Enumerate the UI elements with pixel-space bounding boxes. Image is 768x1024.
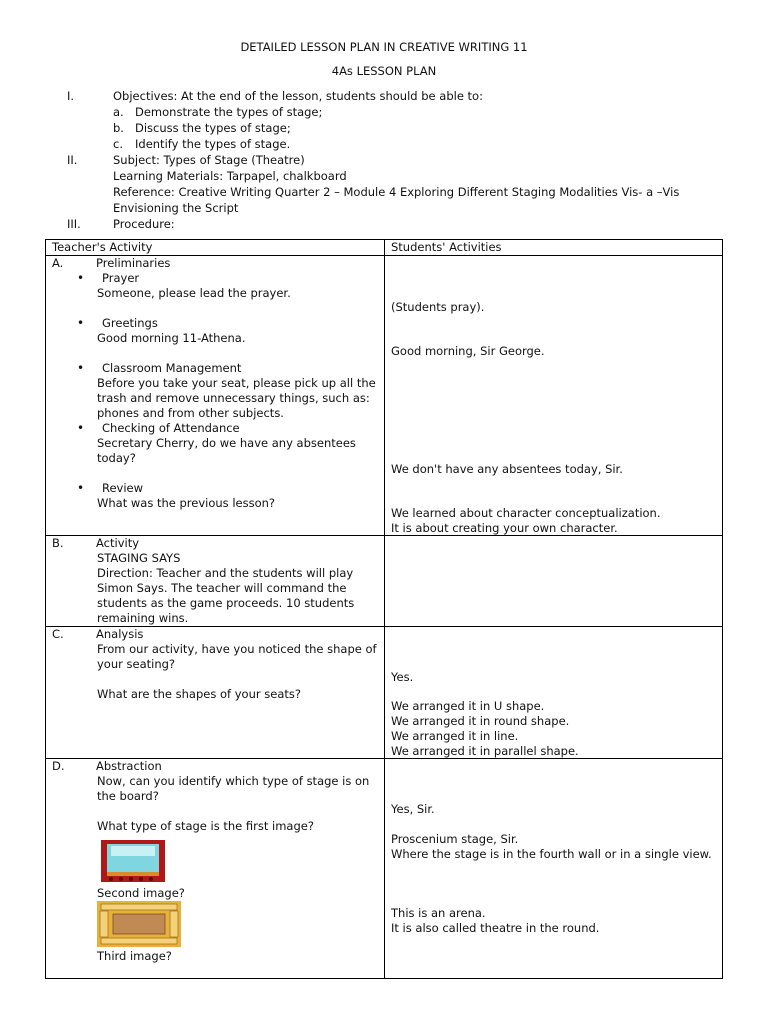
activities-table	[45, 239, 723, 979]
subject-text: Subject: Types of Stage (Theatre)	[113, 153, 305, 167]
document-subtitle: 4As LESSON PLAN	[331, 64, 437, 78]
student-response: We learned about character conceptualization.	[391, 506, 661, 520]
item-title: Prayer	[102, 271, 140, 285]
list-text: Discuss the types of stage;	[135, 121, 291, 135]
list-text: Identify the types of stage.	[135, 137, 291, 151]
teacher-line: What are the shapes of your seats?	[97, 687, 301, 701]
list-item	[113, 136, 727, 152]
student-response: It is about creating your own character.	[391, 521, 618, 535]
student-response: We arranged it in line.	[391, 729, 519, 743]
objectives-text: Objectives: At the end of the lesson, students should be able to:	[113, 89, 483, 103]
section-heading: Preliminaries	[96, 256, 171, 270]
teacher-line: students as the game proceeds. 10 students	[97, 596, 355, 610]
teacher-line: What type of stage is the first image?	[97, 819, 314, 833]
teacher-line: Third image?	[97, 949, 172, 963]
students-cell	[385, 627, 723, 759]
section-letter: C.	[52, 627, 64, 641]
bullet-icon: •	[77, 421, 85, 435]
outline-number: II.	[67, 153, 78, 167]
student-response: This is an arena.	[391, 906, 486, 920]
student-response: Yes.	[391, 670, 414, 684]
section-heading: Activity	[96, 536, 140, 550]
teacher-line: Secretary Cherry, do we have any absentees	[97, 436, 356, 450]
student-response: We arranged it in U shape.	[391, 699, 545, 713]
student-response: We don't have any absentees today, Sir.	[391, 462, 623, 476]
lesson-outline	[67, 88, 727, 232]
student-response: It is also called theatre in the round.	[391, 921, 600, 935]
reference-continuation: Envisioning the Script	[113, 201, 239, 215]
item-title: Review	[102, 481, 144, 495]
teacher-line: Someone, please lead the prayer.	[97, 286, 291, 300]
section-heading: Analysis	[96, 627, 144, 641]
table-row-analysis	[46, 627, 723, 759]
item-title: Checking of Attendance	[102, 421, 240, 435]
teacher-line: What was the previous lesson?	[97, 496, 276, 510]
student-response: We arranged it in parallel shape.	[391, 744, 579, 758]
table-header-row	[46, 240, 723, 256]
bullet-icon: •	[77, 481, 85, 495]
teacher-line: your seating?	[97, 657, 176, 671]
outline-procedure	[67, 216, 727, 232]
teacher-line: remaining wins.	[97, 611, 189, 625]
list-item	[113, 104, 727, 120]
outline-subject	[67, 152, 727, 200]
teacher-line: phones and from other subjects.	[97, 406, 284, 420]
teacher-line: Before you take your seat, please pick up all the	[97, 376, 376, 390]
outline-number: III.	[67, 217, 81, 231]
item-title: Classroom Management	[102, 361, 242, 375]
teacher-cell	[46, 759, 385, 979]
student-response: Proscenium stage, Sir.	[391, 832, 519, 846]
students-activities-header: Students' Activities	[385, 240, 723, 256]
section-letter: A.	[52, 256, 64, 270]
student-response: Yes, Sir.	[391, 802, 435, 816]
table-row-abstraction	[46, 759, 723, 979]
list-text: Demonstrate the types of stage;	[135, 105, 323, 119]
teacher-activity-header: Teacher's Activity	[46, 240, 385, 256]
teacher-line: trash and remove unnecessary things, such as:	[97, 391, 370, 405]
teacher-line: STAGING SAYS	[97, 551, 181, 565]
table-row-preliminaries	[46, 256, 723, 536]
teacher-line: today?	[97, 451, 136, 465]
proscenium-stage-image	[97, 840, 167, 882]
students-cell	[385, 536, 723, 627]
list-letter: b.	[113, 121, 124, 135]
document-title: DETAILED LESSON PLAN IN CREATIVE WRITING 11	[240, 40, 528, 54]
student-response: (Students pray).	[391, 300, 485, 314]
students-cell	[385, 759, 723, 979]
student-response: Where the stage is in the fourth wall or in a single view.	[391, 847, 712, 861]
objectives-list	[113, 104, 727, 152]
teacher-line: Second image?	[97, 886, 185, 900]
list-letter: c.	[113, 137, 123, 151]
student-response: Good morning, Sir George.	[391, 344, 545, 358]
reference-text: Reference: Creative Writing Quarter 2 – Module 4 Exploring Different Staging Modalities Vis- a –Vis	[113, 185, 680, 199]
list-letter: a.	[113, 105, 124, 119]
bullet-icon: •	[77, 361, 85, 375]
table-row-activity	[46, 536, 723, 627]
teacher-line: the board?	[97, 789, 159, 803]
section-heading: Abstraction	[96, 759, 162, 773]
teacher-line: Direction: Teacher and the students will play	[97, 566, 354, 580]
section-letter: D.	[52, 759, 65, 773]
item-title: Greetings	[102, 316, 158, 330]
arena-stage-image	[97, 901, 181, 947]
bullet-icon: •	[77, 271, 85, 285]
materials-text: Learning Materials: Tarpapel, chalkboard	[113, 169, 347, 183]
teacher-line: From our activity, have you noticed the shape of	[97, 642, 377, 656]
teacher-cell	[46, 536, 385, 627]
outline-objectives	[67, 88, 727, 104]
teacher-line: Now, can you identify which type of stage is on	[97, 774, 370, 788]
teacher-line: Simon Says. The teacher will command the	[97, 581, 347, 595]
bullet-icon: •	[77, 316, 85, 330]
teacher-cell	[46, 256, 385, 536]
section-letter: B.	[52, 536, 64, 550]
student-response: We arranged it in round shape.	[391, 714, 570, 728]
list-item	[113, 120, 727, 136]
outline-number: I.	[67, 89, 75, 103]
procedure-text: Procedure:	[113, 217, 175, 231]
teacher-cell	[46, 627, 385, 759]
teacher-line: Good morning 11-Athena.	[97, 331, 246, 345]
students-cell	[385, 256, 723, 536]
